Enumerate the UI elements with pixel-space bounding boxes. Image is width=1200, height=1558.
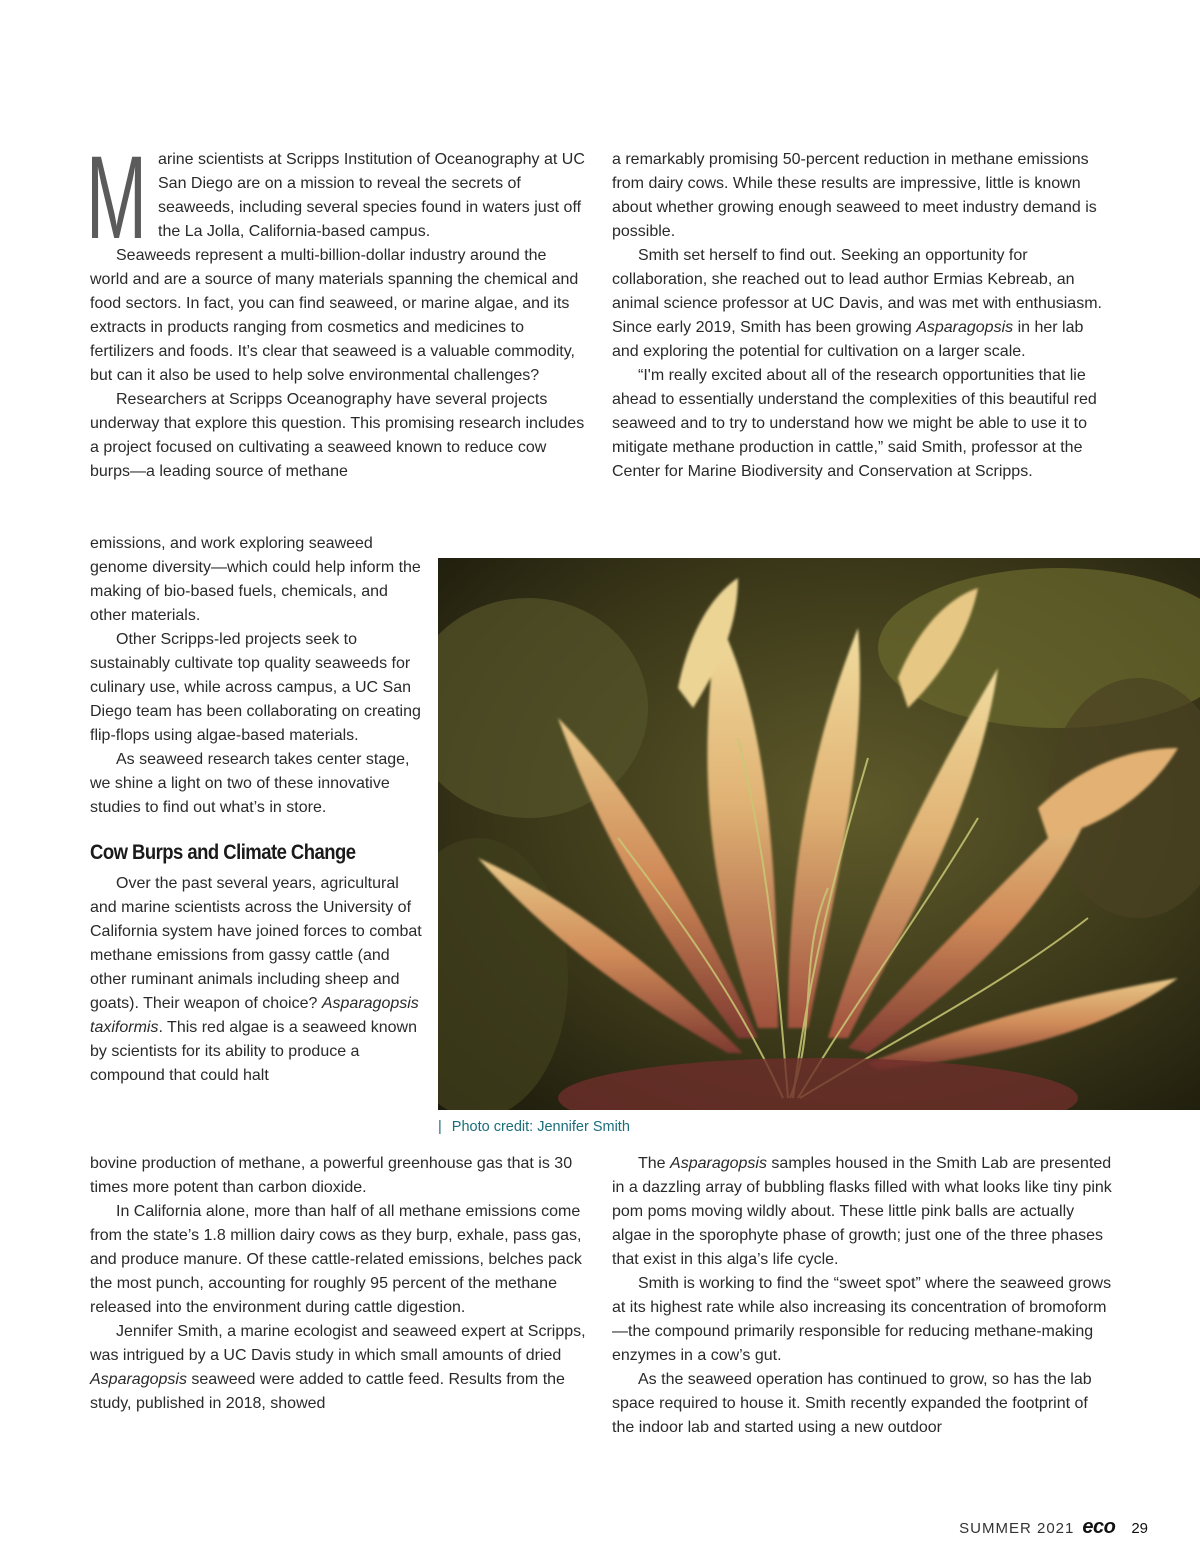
text-run: Over the past several years, agricultural and marine scientists across the University of California system have joined forces to combat methane emissions from gassy cattle (and other ruminant animals including sheep and goats). Their weapon of choice? [90,875,422,1012]
seaweed-photo [438,558,1200,1110]
page-number: 29 [1131,1520,1148,1537]
paragraph [612,1152,1112,1272]
caption-text: Photo credit: Jennifer Smith [451,1119,630,1135]
text-run: in her lab and exploring the potential for cultivation on a larger scale. [612,319,1084,360]
species-name: Asparagopsis [90,1371,187,1388]
species-name: Asparagopsis [670,1155,767,1172]
paragraph [90,1320,590,1416]
paragraph [90,872,425,1088]
magazine-logo: eco [1082,1516,1116,1538]
paragraph-continued: bovine production of methane, a powerful greenhouse gas that is 30 times more potent than carbon dioxide. [90,1155,573,1196]
text-run: . This red algae is a seaweed known by scientists for its ability to produce a compound that could halt [90,1019,417,1084]
seaweed-illustration [438,558,1200,1110]
caption-bar: | [438,1119,442,1135]
text-run: Smith set herself to find out. Seeking an opportunity for collaboration, she reached out to lead author Ermias Kebreab, an animal science professor at UC Davis, and was met with enthusiasm. Since early 2019, Smith has been growing [612,247,1102,336]
quote-paragraph: “I'm really excited about all of the research opportunities that lie ahead to essentially understand the complexities of this beautiful red seaweed and to try to understand how we might be able to use it to mitigate methane production in cattle,” said Smith, professor at the Center for Marine Biodiversity and Conservation at Scripps. [612,367,1097,480]
paragraph [612,244,1112,364]
species-name: Asparagopsis taxiformis [90,995,419,1036]
right-column-bottom [612,1152,1112,1440]
page-footer [959,1516,1148,1539]
section-heading: Cow Burps and Climate Change [90,841,356,864]
paragraph: Researchers at Scripps Oceanography have several projects underway that explore this question. This promising research includes a project focused on cultivating a seaweed known to reduce cow burps—a leading source of methane [90,391,585,480]
paragraph: Smith is working to find the “sweet spot” where the seaweed grows at its highest rate while also increasing its concentration of bromoform—the compound primarily responsible for reducing methane-making enzymes in a cow’s gut. [612,1275,1112,1364]
text-run: samples housed in the Smith Lab are presented in a dazzling array of bubbling flasks filled with what looks like tiny pink pom poms moving wildly about. These little pink balls are actually algae in the sporophyte phase of growth; just one of the three phases that exist in this alga’s life cycle. [612,1155,1112,1268]
intro-text: arine scientists at Scripps Institution of Oceanography at UC San Diego are on a mission to reveal the secrets of seaweeds, including several species found in waters just off the La Jolla, California-based campus. [158,151,585,240]
paragraph-continued: emissions, and work exploring seaweed genome diversity—which could help inform the making of bio-based fuels, chemicals, and other materials. [90,535,421,624]
left-column-narrow [90,532,425,1088]
left-column-bottom [90,1152,590,1416]
photo-caption [438,1117,630,1137]
paragraph: Seaweeds represent a multi-billion-dollar industry around the world and are a source of many materials spanning the chemical and food sectors. In fact, you can find seaweed, or marine algae, and its extracts in products ranging from cosmetics and medicines to fertilizers and foods. It’s clear that seaweed is a valuable commodity, but can it also be used to help solve environmental challenges? [90,247,579,384]
paragraph: As the seaweed operation has continued to grow, so has the lab space required to house it. Smith recently expanded the footprint of the indoor lab and started using a new outdoor [612,1371,1092,1436]
species-name: Asparagopsis [916,319,1014,336]
paragraph: As seaweed research takes center stage, we shine a light on two of these innovative studies to find out what’s in store. [90,751,410,816]
intro-paragraph [86,132,585,264]
paragraph: Other Scripps-led projects seek to sustainably cultivate top quality seaweeds for culinary use, while across campus, a UC San Diego team has been collaborating on creating flip-flops using algae-based materials. [90,631,421,744]
text-run: Jennifer Smith, a marine ecologist and seaweed expert at Scripps, was intrigued by a UC Davis study in which small amounts of dried [90,1323,586,1364]
left-column-top [86,132,585,484]
paragraph: In California alone, more than half of all methane emissions come from the state’s 1.8 million dairy cows as they burp, exhale, pass gas, and produce manure. Of these cattle-related emissions, belches pack the most punch, accounting for roughly 95 percent of the methane released into the environment during cattle digestion. [90,1203,582,1316]
drop-cap: M [86,132,146,264]
issue-season: SUMMER 2021 [959,1520,1075,1537]
right-column-top [612,148,1112,484]
paragraph-continued: a remarkably promising 50-percent reduction in methane emissions from dairy cows. While these results are impressive, little is known about whether growing enough seaweed to meet industry demand is possible. [612,151,1097,240]
text-run: The [638,1155,671,1172]
text-run: seaweed were added to cattle feed. Results from the study, published in 2018, showed [90,1371,565,1412]
